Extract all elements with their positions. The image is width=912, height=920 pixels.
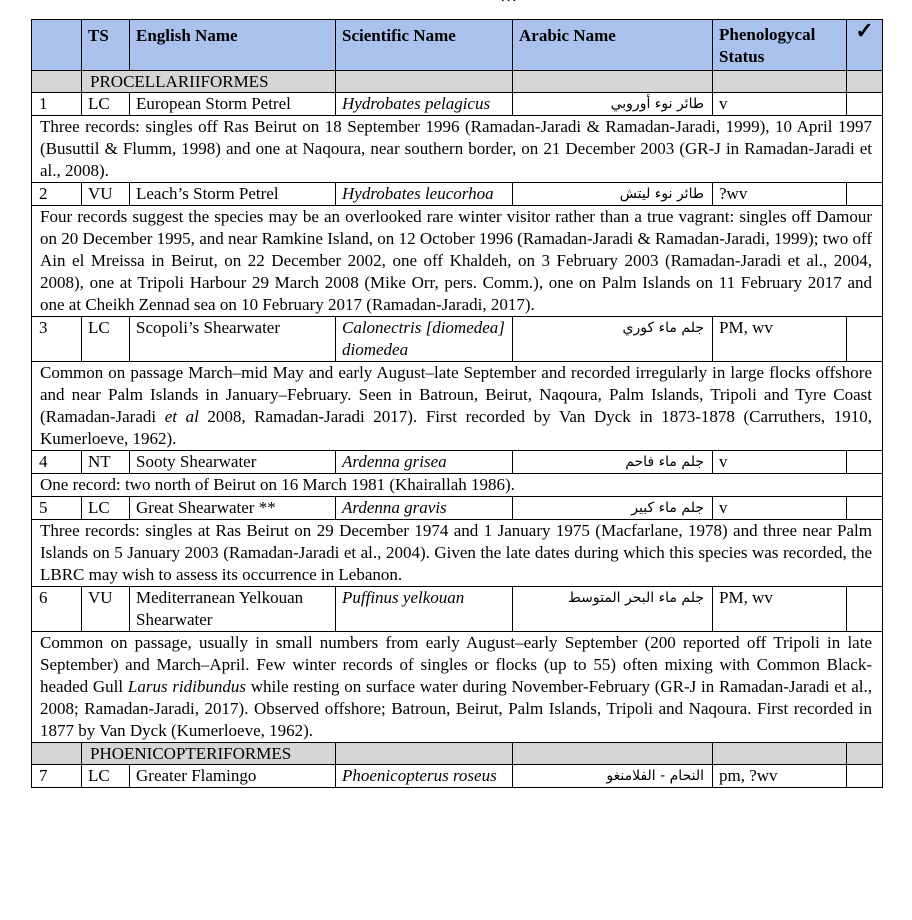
arabic-name: طائر نوء ليتش (513, 183, 713, 206)
english-name: Scopoli’s Shearwater (130, 317, 336, 362)
species-note-row (32, 206, 883, 317)
arabic-name: جلم ماء كبير (513, 497, 713, 520)
species-note: One record: two north of Beirut on 16 March 1981 (Khairallah 1986). (32, 474, 883, 497)
scientific-name: Puffinus yelkouan (336, 587, 513, 632)
phenological-status: PM, wv (713, 317, 847, 362)
species-number: 2 (32, 183, 82, 206)
species-note-row (32, 362, 883, 451)
header-row (32, 20, 883, 71)
checkmark-icon: ✓ (847, 20, 883, 71)
species-note-row (32, 116, 883, 183)
header-phenological-status: Phenologycal Status (713, 20, 847, 71)
species-row (32, 587, 883, 632)
header-scientific-name: Scientific Name (336, 20, 513, 71)
species-row (32, 317, 883, 362)
header-ts: TS (82, 20, 130, 71)
threat-status: VU (82, 587, 130, 632)
english-name: Great Shearwater ** (130, 497, 336, 520)
check-cell (847, 451, 883, 474)
english-name: Mediterranean Yelkouan Shearwater (130, 587, 336, 632)
scientific-name: Ardenna grisea (336, 451, 513, 474)
arabic-name: طائر نوء أوروبي (513, 93, 713, 116)
threat-status: NT (82, 451, 130, 474)
check-cell (847, 765, 883, 788)
order-name: PHOENICOPTERIFORMES (82, 743, 336, 765)
species-row (32, 765, 883, 788)
species-note-row (32, 520, 883, 587)
note-text: Common on passage March–mid May and early August–late September and recorded irregularly in large flocks offshore and near Palm Islands in January–February. Seen in Batroun, Beirut, Naqoura, Palm Islands, Tripoli and Tyre Coast (Ramadan-Jaradi (40, 363, 872, 426)
species-note: Three records: singles off Ras Beirut on 18 September 1996 (Ramadan-Jaradi & Ramadan-Jaradi, 1999), 10 April 1997 (Busuttil & Flumm, 1998) and one at Naqoura, near southern border, on 21 December 2003 (GR-J in Ramadan-Jaradi et al., 2008). (32, 116, 883, 183)
threat-status: LC (82, 765, 130, 788)
scientific-name: Calonectris [diomedea] diomedea (336, 317, 513, 362)
english-name: Greater Flamingo (130, 765, 336, 788)
arabic-name: النحام - الفلامنغو (513, 765, 713, 788)
note-text: while resting on surface water during November-February (GR-J in Ramadan-Jaradi et al., 2008; Ramadan-Jaradi, 2017). Observed offshore; Batroun, Beirut, Palm Islands, Tripoli and Naqoura. First recorded in 1877 by Van Dyck (Kumerloeve, 1962). (40, 677, 873, 740)
threat-status: LC (82, 93, 130, 116)
check-cell (847, 317, 883, 362)
species-number: 6 (32, 587, 82, 632)
header-arabic-name: Arabic Name (513, 20, 713, 71)
threat-status: VU (82, 183, 130, 206)
scientific-name: Hydrobates leucorhoa (336, 183, 513, 206)
species-note-row (32, 632, 883, 743)
species-row (32, 451, 883, 474)
header-number (32, 20, 82, 71)
species-number: 5 (32, 497, 82, 520)
check-cell (847, 93, 883, 116)
arabic-name: جلم ماء البحر المتوسط (513, 587, 713, 632)
english-name: European Storm Petrel (130, 93, 336, 116)
scientific-name: Phoenicopterus roseus (336, 765, 513, 788)
check-cell (847, 587, 883, 632)
species-row (32, 497, 883, 520)
species-note-row (32, 474, 883, 497)
english-name: Leach’s Storm Petrel (130, 183, 336, 206)
scientific-name: Hydrobates pelagicus (336, 93, 513, 116)
order-name: PROCELLARIIFORMES (82, 71, 336, 93)
header-english-name: English Name (130, 20, 336, 71)
phenological-status: v (713, 451, 847, 474)
species-number: 7 (32, 765, 82, 788)
arabic-name: جلم ماء فاحم (513, 451, 713, 474)
species-checklist-table (31, 19, 883, 788)
threat-status: LC (82, 497, 130, 520)
species-note: Four records suggest the species may be an overlooked rare winter visitor rather than a true vagrant: singles off Damour on 20 December 1995, and near Ramkine Island, on 12 October 1996 (Ramadan-Jaradi & Ramadan-Jaradi, 1999); two off Ain el Mreissa in Beirut, on 22 December 2002, one off Khaldeh, on 3 February 2003 (Ramadan-Jaradi et al., 2004, 2008), one at Tripoli Harbour 29 March 2008 (Mike Orr, pers. Comm.), one on Palm Islands on 11 February 2017 and one at Cheikh Zennad sea on 10 February 2017 (Ramadan-Jaradi, 2017). (32, 206, 883, 317)
check-cell (847, 497, 883, 520)
note-text: Common on passage, usually in small numbers from early August–early September (200 reported off Tripoli in late September) and March–April. Few winter records of singles or flocks (up to 55) often mixing with Common Black-headed Gull (40, 633, 872, 696)
scientific-name: Ardenna gravis (336, 497, 513, 520)
species-number: 3 (32, 317, 82, 362)
species-note (32, 632, 883, 743)
species-row (32, 93, 883, 116)
note-text: 2008, Ramadan-Jaradi 2017). First recorded by Van Dyck in 1873-1878 (Carruthers, 1910, Kumerloeve, 1962). (40, 407, 872, 448)
check-cell (847, 183, 883, 206)
english-name: Sooty Shearwater (130, 451, 336, 474)
order-row-procellariiformes (32, 71, 883, 93)
order-row-phoenicopteriformes (32, 743, 883, 765)
phenological-status: PM, wv (713, 587, 847, 632)
species-note (32, 362, 883, 451)
phenological-status: v (713, 93, 847, 116)
species-row (32, 183, 883, 206)
species-note: Three records: singles at Ras Beirut on 29 December 1974 and 1 January 1975 (Macfarlane, 1978) and three near Palm Islands on 5 January 2003 (Ramadan-Jaradi et al., 2004). Given the late dates during which this species was recorded, the LBRC may wish to assess its occurrence in Lebanon. (32, 520, 883, 587)
threat-status: LC (82, 317, 130, 362)
note-italic-text: et al (164, 407, 199, 426)
phenological-status: pm, ?wv (713, 765, 847, 788)
arabic-name: جلم ماء كوري (513, 317, 713, 362)
cropped-heading-fragment (500, 0, 517, 6)
species-number: 4 (32, 451, 82, 474)
note-italic-text: Larus ridibundus (127, 677, 246, 696)
species-number: 1 (32, 93, 82, 116)
phenological-status: v (713, 497, 847, 520)
phenological-status: ?wv (713, 183, 847, 206)
